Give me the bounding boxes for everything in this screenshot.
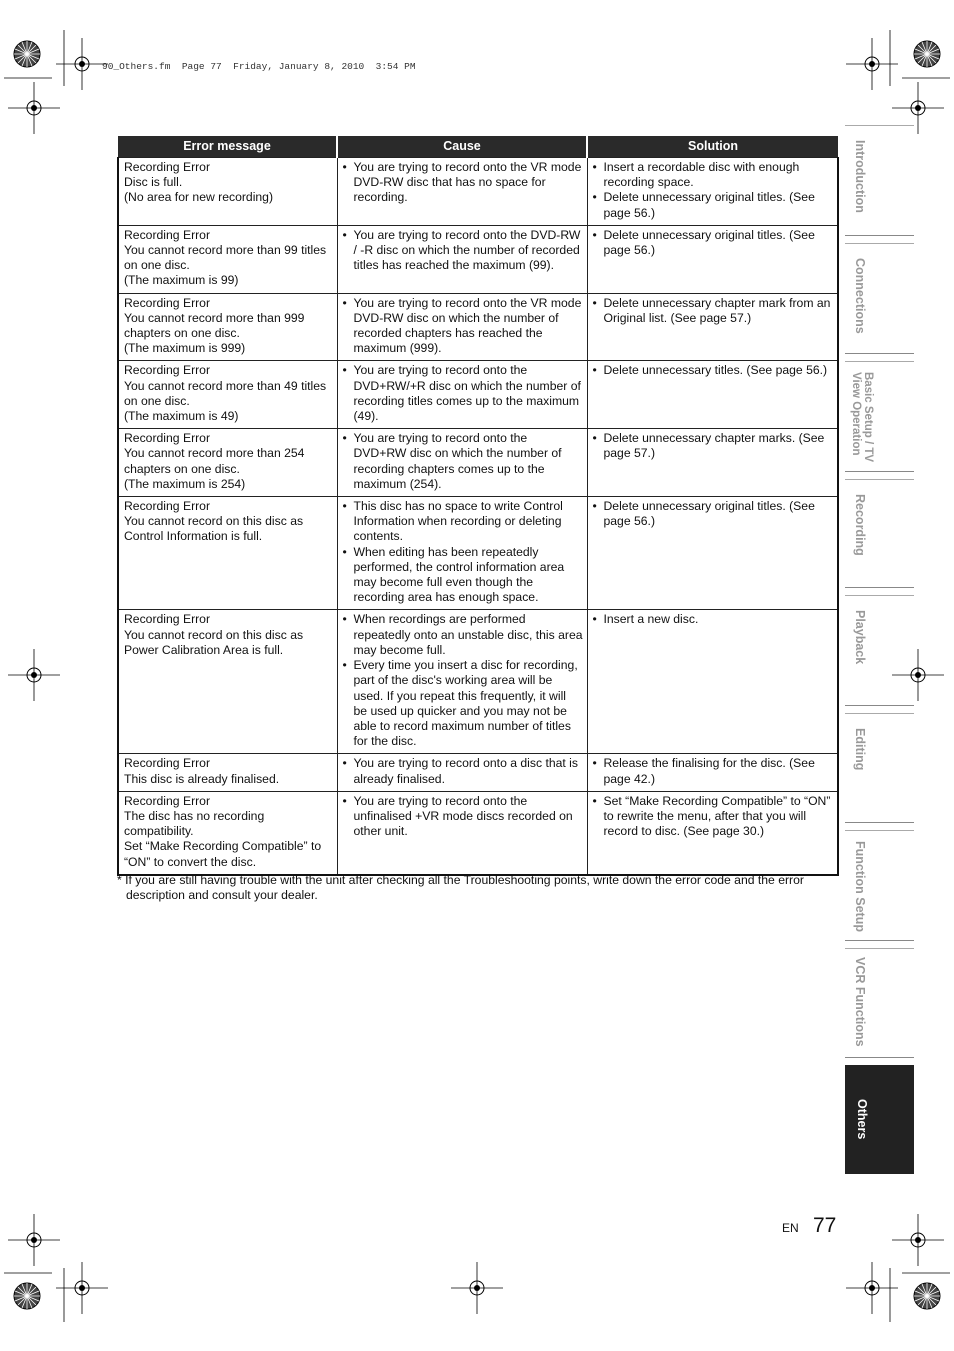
error-text: The disc has no recording compatibility. xyxy=(124,808,265,839)
page-number: 77 xyxy=(813,1214,837,1237)
error-text: (No area for new recording) xyxy=(124,190,274,205)
cause-cell xyxy=(337,225,587,293)
table-row xyxy=(118,429,838,497)
tab-label: Connections xyxy=(853,258,867,334)
tab-recording[interactable] xyxy=(845,479,914,588)
cause-item: • Every time you insert a disc for recording, part of the disc's working area will be used. If you repeat this frequently, it will be used up quicker and you may not be able to record maximum number of titles for the disc. xyxy=(343,658,583,749)
error-message-table xyxy=(117,136,839,876)
tab-basic-setup[interactable] xyxy=(845,361,914,472)
error-text: This disc is already finalised. xyxy=(124,771,280,786)
error-text: Recording Error xyxy=(124,295,211,310)
tab-label: Recording xyxy=(853,494,867,556)
error-message-cell xyxy=(118,610,337,754)
column-header-error-message: Error message xyxy=(118,136,337,158)
cause-item: • You are trying to record onto the VR mode DVD-RW disc on which the number of recorded chapters has reached the maximum (999). xyxy=(343,296,583,357)
table-header-row xyxy=(118,136,838,158)
solution-item: • Set “Make Recording Compatible” to “ON” to rewrite the menu, after that you will record to disc. (See page 30.) xyxy=(593,794,834,840)
solution-item: • Insert a new disc. xyxy=(593,612,834,627)
tab-label: Function Setup xyxy=(853,841,867,932)
cause-cell xyxy=(337,754,587,791)
error-text: You cannot record on this disc as Power Calibration Area is full. xyxy=(124,627,304,657)
tab-function-setup[interactable] xyxy=(845,830,914,941)
error-text: (The maximum is 999) xyxy=(124,341,246,356)
error-text: Recording Error xyxy=(124,363,211,378)
cause-item: • You are trying to record onto the DVD+RW/+R disc on which the number of recording titles comes up to the maximum (49). xyxy=(343,363,583,424)
tab-label: VCR Functions xyxy=(853,957,867,1047)
cause-cell xyxy=(337,791,587,875)
solution-cell xyxy=(587,361,838,429)
tab-vcr-functions[interactable] xyxy=(845,948,914,1058)
error-message-cell xyxy=(118,361,337,429)
error-message-cell xyxy=(118,293,337,361)
table-row xyxy=(118,158,838,226)
solution-item: • Delete unnecessary titles. (See page 56.) xyxy=(593,363,834,378)
error-text: Recording Error xyxy=(124,756,211,771)
tab-label: Editing xyxy=(853,728,867,771)
table-row xyxy=(118,791,838,875)
cause-cell xyxy=(337,429,587,497)
table-row xyxy=(118,610,838,754)
error-text: You cannot record on this disc as Control Information is full. xyxy=(124,514,304,544)
error-text: (The maximum is 254) xyxy=(124,476,246,491)
solution-item: • Delete unnecessary original titles. (See page 56.) xyxy=(593,190,834,220)
tab-label: Introduction xyxy=(853,140,867,213)
solution-cell xyxy=(587,225,838,293)
solution-cell xyxy=(587,754,838,791)
language-code: EN xyxy=(782,1221,799,1235)
cause-cell xyxy=(337,158,587,226)
solution-item: • Delete unnecessary chapter mark from an Original list. (See page 57.) xyxy=(593,296,834,326)
solution-cell xyxy=(587,610,838,754)
cause-cell xyxy=(337,610,587,754)
error-text: Recording Error xyxy=(124,227,211,242)
solution-cell xyxy=(587,429,838,497)
cause-item: • When recordings are performed repeatedly onto an unstable disc, this area may become full. xyxy=(343,612,583,658)
column-header-solution: Solution xyxy=(587,136,838,158)
file-header-line: 90_Others.fm Page 77 Friday, January 8, 2010 3:54 PM xyxy=(102,61,416,72)
error-text: You cannot record more than 99 titles on one disc. xyxy=(124,243,327,273)
solution-cell xyxy=(587,497,838,610)
cause-item: • You are trying to record onto the VR mode DVD-RW disc that has no space for recording. xyxy=(343,160,583,206)
cause-item: • You are trying to record onto the DVD+RW disc on which the number of recording chapters comes up to the maximum (254). xyxy=(343,431,583,492)
solution-cell xyxy=(587,293,838,361)
error-text: You cannot record more than 49 titles on one disc. xyxy=(124,378,327,408)
error-text: Recording Error xyxy=(124,612,211,627)
error-text: (The maximum is 49) xyxy=(124,409,239,424)
error-text: Disc is full. xyxy=(124,175,183,190)
tab-introduction[interactable] xyxy=(845,125,914,236)
solution-item: • Delete unnecessary original titles. (See page 56.) xyxy=(593,228,834,258)
cause-item: • You are trying to record onto a disc that is already finalised. xyxy=(343,756,583,786)
tab-connections[interactable] xyxy=(845,243,914,354)
cause-cell xyxy=(337,497,587,610)
error-message-cell xyxy=(118,429,337,497)
cause-cell xyxy=(337,361,587,429)
tab-others[interactable] xyxy=(845,1065,914,1174)
solution-item: • Insert a recordable disc with enough recording space. xyxy=(593,160,834,190)
solution-item: • Delete unnecessary chapter marks. (See page 57.) xyxy=(593,431,834,461)
column-header-cause: Cause xyxy=(337,136,587,158)
error-message-cell xyxy=(118,497,337,610)
error-text: You cannot record more than 999 chapters on one disc. xyxy=(124,310,305,341)
error-text: Recording Error xyxy=(124,793,211,808)
error-message-cell xyxy=(118,791,337,875)
tab-editing[interactable] xyxy=(845,713,914,823)
solution-item: • Release the finalising for the disc. (See page 42.) xyxy=(593,756,834,786)
error-text: You cannot record more than 254 chapters on one disc. xyxy=(124,446,305,476)
error-message-cell xyxy=(118,158,337,226)
table-row xyxy=(118,361,838,429)
tab-label: Playback xyxy=(853,610,867,665)
tab-label: Basic Setup / TV View Operation xyxy=(850,372,874,463)
cause-cell xyxy=(337,293,587,361)
error-text: Set “Make Recording Compatible” to “ON” to convert the disc. xyxy=(124,839,322,869)
table-row xyxy=(118,293,838,361)
table-row xyxy=(118,497,838,610)
cause-item: • You are trying to record onto the DVD-RW / -R disc on which the number of recorded titles has reached the maximum (99). xyxy=(343,228,583,274)
tab-label: Others xyxy=(855,1099,869,1140)
footnote: * If you are still having trouble with the unit after checking all the Troubleshooting points, write down the error code and the error description and consult your dealer. xyxy=(117,873,804,903)
error-text: (The maximum is 99) xyxy=(124,273,239,288)
cause-item: • This disc has no space to write Control Information when recording or deleting contents. xyxy=(343,499,583,545)
solution-item: • Delete unnecessary original titles. (See page 56.) xyxy=(593,499,834,529)
error-text: Recording Error xyxy=(124,499,211,514)
error-text: Recording Error xyxy=(124,431,211,446)
error-message-cell xyxy=(118,225,337,293)
tab-playback[interactable] xyxy=(845,595,914,706)
cause-item: • You are trying to record onto the unfinalised +VR mode discs recorded on other unit. xyxy=(343,794,583,840)
solution-cell xyxy=(587,791,838,875)
table-row xyxy=(118,754,838,791)
solution-cell xyxy=(587,158,838,226)
error-text: Recording Error xyxy=(124,160,211,174)
error-message-cell xyxy=(118,754,337,791)
cause-item: • When editing has been repeatedly performed, the control information area may become full even though the recording area has enough space. xyxy=(343,545,583,606)
table-row xyxy=(118,225,838,293)
